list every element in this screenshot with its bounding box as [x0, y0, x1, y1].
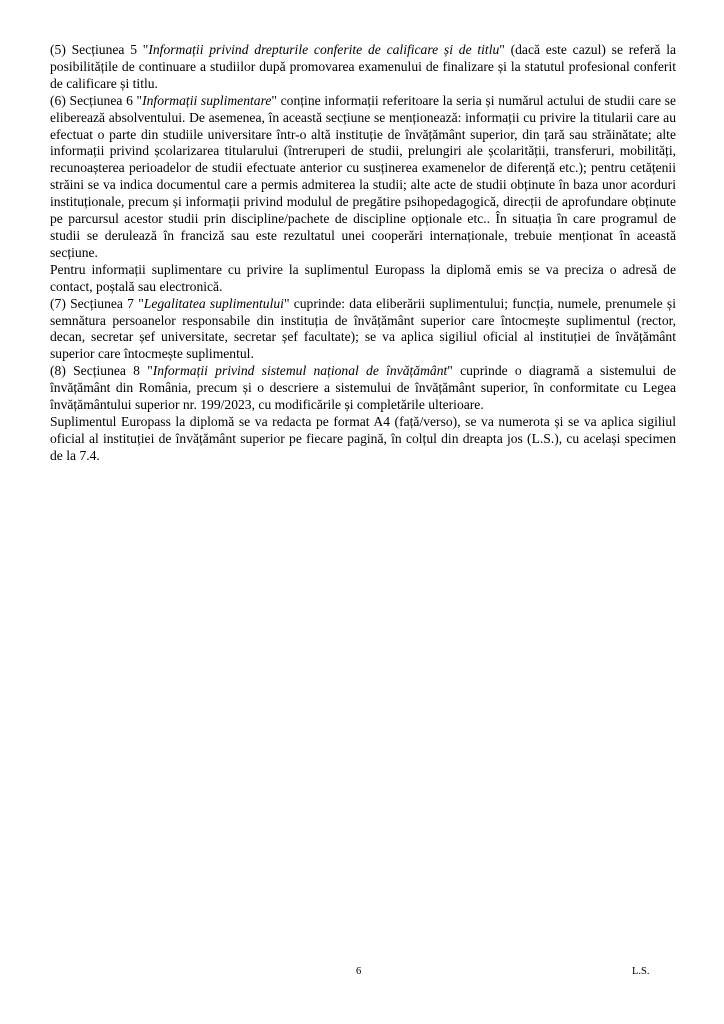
paragraph-section-7: [50, 296, 676, 364]
paragraph-text: (5) Secțiunea 5 ": [50, 42, 149, 57]
seal-mark: L.S.: [632, 966, 650, 977]
paragraph-text: (8) Secțiunea 8 ": [50, 363, 153, 379]
paragraph-text: " conține informații referitoare la seria și numărul actului de studii care se eliberează absolventului. De asemenea, în această secțiune se menționează: informații cu privire la titularii care au efectuat o parte din studiile universitare într-o altă instituție de învățământ superior, din țară sau străinătate; alte informații privind școlarizarea titularului (întreruperi de studii, prelungiri ale școlarității, transferuri, mobilități, recunoașterea perioadelor de studii efectuate anterior cu susținerea examenelor de diferență etc.); pentru cetățenii străini se va indica documentul care a permis admiterea la studii; alte acte de studii obținute în baza unor acorduri instituționale, precum și informații privind modulul de pregătire psihopedagogică, direcții de aprofundare obținute pe parcursul acestor studii prin discipline/pachete de discipline opționale etc.. În situația în care programul de studii se derulează în franciză sau este rezultatul unei cooperări internaționale, trebuie menționat în această secțiune.: [50, 92, 676, 260]
section-title: Informații privind sistemul național de învățământ: [152, 363, 448, 379]
paragraph-text: Pentru informații suplimentare cu privire la suplimentul Europass la diplomă emis se va preciza o adresă de contact, poștală sau electronică.: [50, 261, 676, 294]
section-title: Legalitatea suplimentului: [143, 295, 284, 311]
paragraph-text: " (dacă este cazul) se referă la posibilitățile de continuare a studiilor după promovarea examenului de finalizare și la statutul profesional conferit de calificare și titlu.: [50, 42, 677, 91]
paragraph-format: [50, 414, 676, 465]
paragraph-section-5: [50, 42, 676, 93]
paragraph-text: (7) Secțiunea 7 ": [50, 295, 144, 311]
paragraph-section-8: [50, 363, 676, 414]
document-body: [50, 42, 676, 465]
paragraph-contact-info: [50, 262, 676, 296]
page-number: 6: [356, 966, 362, 977]
section-title: Informații suplimentare: [142, 92, 272, 108]
paragraph-section-6: [50, 93, 676, 262]
section-title: Informații privind drepturile conferite de calificare și de titlu: [148, 42, 500, 57]
paragraph-text: Suplimentul Europass la diplomă se va redacta pe format A4 (față/verso), se va numerota și se va aplica sigiliul oficial al instituției de învățământ superior pe fiecare pagină, în colțul din dreapta jos (L.S.), cu același specimen de la 7.4.: [50, 413, 676, 463]
paragraph-text: (6) Secțiunea 6 ": [50, 92, 143, 108]
paragraph-text: " cuprinde: data eliberării suplimentului; funcția, numele, prenumele și semnătura persoanelor responsabile din instituția de învățământ superior care întocmește suplimentul (rector, decan, secretar șef universitate, secretar șef facultate); se va aplica sigiliul oficial al instituției de învățământ superior care întocmește suplimentul.: [50, 295, 676, 362]
paragraph-text: " cuprinde o diagramă a sistemului de învățământ din România, precum și o descriere a sistemului de învățământ superior, în conformitate cu Legea învățământului superior nr. 199/2023, cu modificările și completările ulterioare.: [50, 363, 677, 413]
